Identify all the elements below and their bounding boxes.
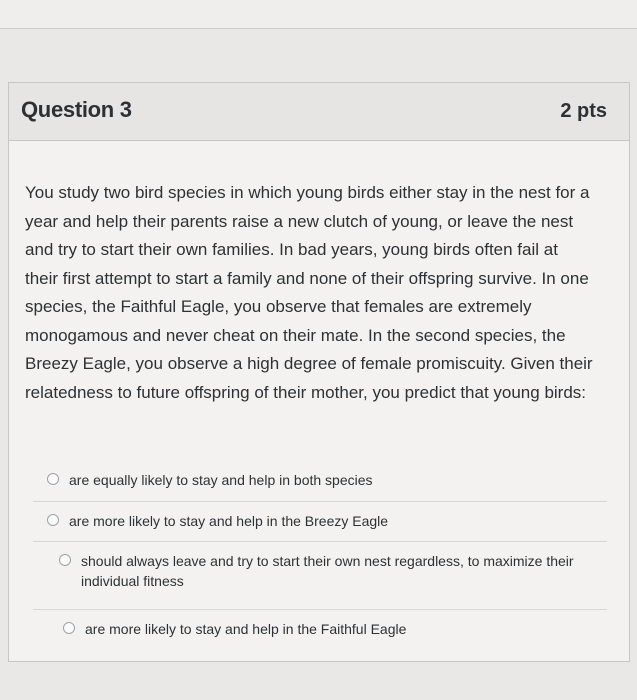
answer-label: should always leave and try to start their own nest regardless, to maximize their individual fitness: [81, 553, 574, 589]
answer-option-1[interactable]: [33, 461, 607, 501]
question-points: 2 pts: [560, 100, 607, 122]
radio-button[interactable]: [47, 473, 59, 485]
question-title: Question 3: [21, 97, 132, 122]
question-card: [8, 82, 630, 662]
radio-button[interactable]: [63, 622, 75, 634]
question-text: You study two bird species in which young birds either stay in the nest for a year and help their parents raise a new clutch of young, or leave the nest and try to start their own families. In bad years, young birds often fail at their first attempt to start a family and none of their offspring survive. In one species, the Faithful Eagle, you observe that females are extremely monogamous and never cheat on their mate. In the second species, the Breezy Eagle, you observe a high degree of female promiscuity. Given their relatedness to future offspring of their mother, you predict that young birds:: [25, 183, 593, 402]
answer-option-4[interactable]: [33, 609, 607, 649]
answer-list: [33, 461, 607, 649]
answer-label: are equally likely to stay and help in both species: [69, 472, 373, 488]
answer-label: are more likely to stay and help in the Breezy Eagle: [69, 513, 389, 529]
answer-option-3[interactable]: [33, 541, 607, 609]
radio-button[interactable]: [47, 514, 59, 526]
question-header: [9, 83, 629, 141]
radio-button[interactable]: [59, 554, 71, 566]
page-top-strip: [0, 0, 637, 29]
answer-option-2[interactable]: [33, 501, 607, 541]
answer-label: are more likely to stay and help in the Faithful Eagle: [85, 621, 407, 637]
